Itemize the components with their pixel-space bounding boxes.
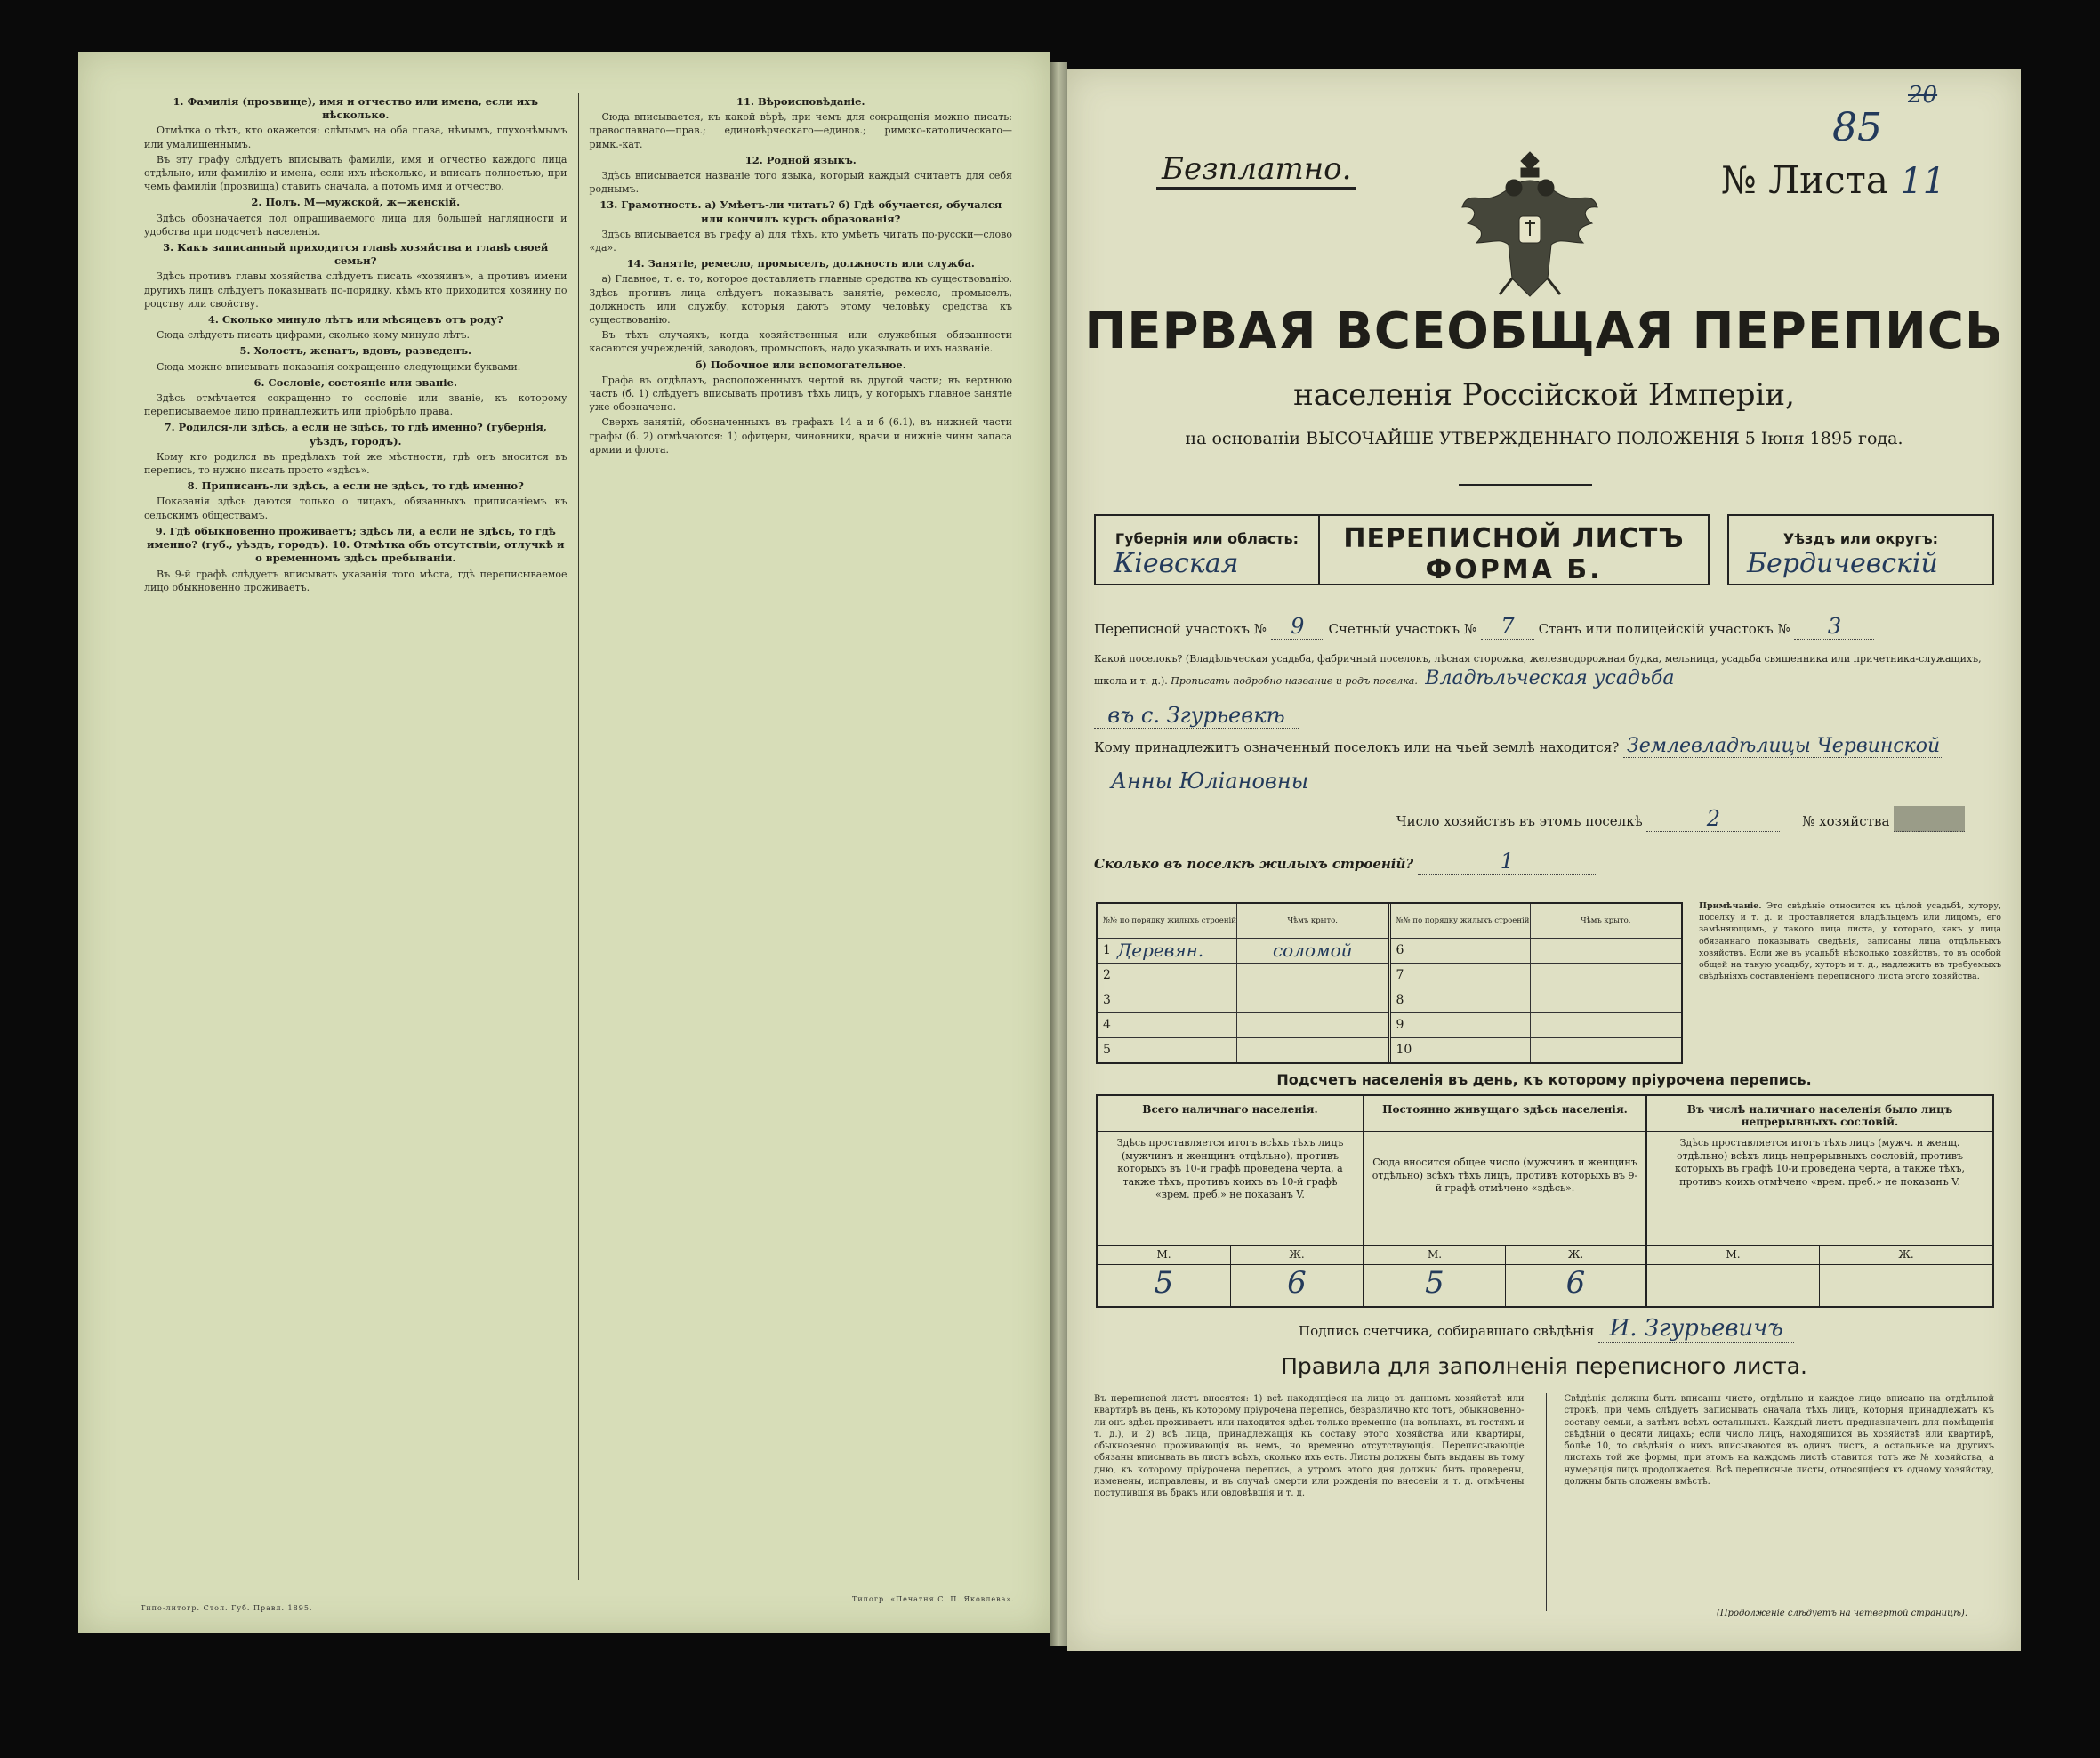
household-number-value	[1894, 806, 1965, 832]
population-count-title: Подсчетъ населенія въ день, къ которому пріурочена перепись.	[1276, 1071, 1812, 1088]
legal-basis: на основаніи ВЫСОЧАЙШЕ УТВЕРЖДЕННАГО ПОЛОЖЕНІЯ 5 Іюня 1895 года.	[1185, 429, 1903, 448]
buildings-table-left	[1098, 904, 1388, 1062]
pop-sub-male: М.	[1647, 1246, 1820, 1265]
section-text: Сюда слѣдуетъ писать цифрами, сколько кому минуло лѣтъ.	[157, 329, 471, 342]
instructions-column-2	[578, 93, 1024, 1580]
instructions-column-1	[133, 93, 578, 1580]
form-title-box	[1318, 514, 1710, 585]
section-heading: 6. Сословіе, состояніе или званіе.	[253, 375, 457, 389]
rules-column-1: Въ переписной листъ вносятся: 1) всѣ находящіеся на лицо въ данномъ хозяйствѣ или квартирѣ въ день, къ которому пріурочена перепись, безразлично кто тотъ, обыкновенно-ли онъ здѣсь проживаетъ или находится здѣсь только временно (на вольнахъ, въ гостяхъ и т. д.), и 2) всѣ лица, принадлежащія къ составу этого хозяйства или квартиры, обыкновенно проживающія въ немъ, но временно отсутствующія. Переписывающіе обязаны вписывать въ листъ всѣхъ, сколько ихъ есть. Листы должны быть выданы въ тому дню, къ которому пріурочена перепись, а утромъ этого дня должны быть проверены, изменены, исправлены, и въ случаѣ смерти или рожденія по внесеніи и т. д. отмѣчены поступившія въ бракъ или овдовѣвшія и т. д.	[1094, 1394, 1525, 1499]
district-line: Переписной участокъ № 9 Счетный участокъ № 7 Станъ или полицейскій участокъ № 3	[1094, 614, 1994, 640]
buildings-table-header: №№ по порядку жилыхъ строеній Чѣмъ крыто.	[1098, 904, 1388, 939]
building-row: 4	[1098, 1013, 1388, 1038]
buildings-table-header: №№ по порядку жилыхъ строеній Чѣмъ крыто.	[1391, 904, 1682, 939]
signature-value: И. Згурьевичъ	[1598, 1315, 1794, 1343]
building-row: 7	[1391, 964, 1682, 988]
buildings-value: 1	[1418, 849, 1596, 875]
buildings-table	[1096, 902, 1683, 1064]
stan-value: 3	[1794, 614, 1874, 640]
book-spine	[1050, 62, 1067, 1646]
building-roof	[1237, 964, 1388, 988]
rules-columns	[1094, 1393, 1994, 1611]
sheet-number-value: 11	[1900, 161, 1946, 202]
pop-estates-female-value	[1820, 1265, 1992, 1306]
pop-head-permanent: Постоянно живущаго здѣсь населенія.	[1364, 1096, 1647, 1132]
count-district-value: 7	[1481, 614, 1534, 640]
imperial-eagle-icon	[1459, 145, 1601, 305]
building-row: 9	[1391, 1013, 1682, 1038]
section-heading: 11. Вѣроисповѣданіе.	[736, 95, 865, 108]
building-row: 10	[1391, 1038, 1682, 1062]
gubernia-value: Кіевская	[1114, 548, 1239, 579]
pop-permanent-female-value: 6	[1506, 1265, 1647, 1306]
old-page-number: 20	[1908, 82, 1938, 109]
pop-desc-total: Здѣсь проставляется итогъ всѣхъ тѣхъ лицъ (мужчинъ и женщинъ отдѣльно), противъ которыхъ въ 10-й графѣ проведена черта, а также тѣхъ, противъ коихъ въ 10-й графѣ «врем. преб.» не показанъ V.	[1098, 1132, 1364, 1246]
settlement-value-2: въ с. Згурьевкѣ	[1094, 703, 1299, 729]
section-text: Отмѣтка о тѣхъ, кто окажется: слѣпымъ на оба глаза, нѣмымъ, глухонѣмымъ или умалишеннымъ.	[144, 125, 567, 150]
pop-head-estates: Въ числѣ наличнаго населенія было лицъ непрерывныхъ сословій.	[1647, 1096, 1992, 1132]
settlement-line: Какой поселокъ? (Владѣльческая усадьба, фабричный поселокъ, лѣсная сторожка, железнодорожная будка, мельница, усадьба священника или причетника-служащихъ, школа и т. д.). Прописать подробно название и родъ поселка. Владѣльческая усадьба	[1094, 653, 1982, 689]
section-text: а) Главное, т. е. то, которое доставляетъ главные средства къ существованію. Здѣсь противъ лица слѣдуетъ показывать занятіе, ремесло, промыселъ, должность или службу, которыя даютъ этому человѣку средства къ существованію.	[589, 273, 1012, 327]
building-roof	[1531, 1013, 1682, 1037]
printer-imprint: Типо-литогр. Стол. Губ. Правл. 1895.	[141, 1604, 313, 1612]
building-roof	[1531, 964, 1682, 988]
settlement-line-2	[1094, 703, 1994, 729]
owner-line-2	[1094, 769, 1994, 794]
buildings-line: Сколько въ поселкѣ жилыхъ строеній? 1	[1094, 849, 1994, 875]
section-text: Графа въ отдѣлахъ, расположенныхъ чертой въ другой части; въ верхнюю часть (б. 1) слѣдуетъ вписывать противъ тѣхъ лицъ, у которыхъ главное занятіе уже обозначено.	[589, 374, 1012, 414]
building-row: 2	[1098, 964, 1388, 988]
uezd-box: Уѣздъ или округъ: Бердичевскій	[1727, 514, 1994, 585]
instructions-page	[78, 52, 1050, 1633]
pop-sub-female: Ж.	[1231, 1246, 1364, 1265]
section-heading: 4. Сколько минуло лѣтъ или мѣсяцевъ отъ роду?	[207, 313, 503, 327]
section-heading: 3. Какъ записанный приходится главѣ хозяйства и главѣ своей семьи?	[163, 241, 549, 268]
building-row: 3	[1098, 988, 1388, 1013]
building-roof	[1531, 1038, 1682, 1062]
divider	[1459, 484, 1592, 486]
pop-permanent-male-value: 5	[1364, 1265, 1506, 1306]
census-subtitle: населенія Россійской Имперіи,	[1293, 377, 1795, 413]
section-text: Здѣсь отмѣчается сокращенно то сословіе или званіе, къ которому переписываемое лицо принадлежитъ или пріобрѣло права.	[144, 392, 567, 418]
pop-sub-male: М.	[1098, 1246, 1231, 1265]
section-heading: 9. Гдѣ обыкновенно проживаетъ; здѣсь ли, а если не здѣсь, то гдѣ именно? (губ., уѣздъ, городъ). 10. Отмѣтка объ отсутствіи, отлучкѣ и о временномъ здѣсь пребываніи.	[147, 524, 565, 565]
section-text: Показанія здѣсь даются только о лицахъ, обязанныхъ приписаніемъ къ сельскимъ обществамъ.	[144, 496, 567, 521]
buildings-note: Примѣчаніе. Это свѣдѣніе относится къ цѣлой усадьбѣ, хутору, поселку и т. д. и проставляется владѣльцемъ или лицомъ, его замѣняющимъ, у такого лица листа, у котораго, какъ у лица обязаннаго показывать сведѣнія, записаны лица отдѣльныхъ хозяйствъ. Если же въ усадьбѣ нѣсколько хозяйствъ, то въ особой общей на такую усадьбу, хуторъ и т. д., надлежитъ въ требуемыхъ свѣдѣніяхъ составленіемъ переписного листа этого хозяйства.	[1699, 901, 2001, 982]
population-count-table	[1096, 1094, 1994, 1308]
building-roof	[1237, 988, 1388, 1012]
section-heading: 8. Приписанъ-ли здѣсь, а если не здѣсь, то гдѣ именно?	[187, 480, 524, 493]
pop-estates-male-value	[1647, 1265, 1820, 1306]
uezd-value: Бердичевскій	[1747, 548, 1938, 579]
pop-total-male-value: 5	[1098, 1265, 1231, 1306]
section-heading: 7. Родился-ли здѣсь, а если не здѣсь, то гдѣ именно? (губернія, уѣздъ, городъ).	[164, 421, 547, 448]
instructions-columns	[133, 93, 1023, 1580]
section-heading: 5. Холостъ, женатъ, вдовъ, разведенъ.	[239, 344, 472, 358]
form-type: ФОРМА Б.	[1425, 554, 1603, 585]
section-text: Кому кто родился въ предѣлахъ той же мѣстности, гдѣ онъ вносится въ перепись, то нужно писать просто «здѣсь».	[144, 450, 567, 477]
owner-value-2: Анны Юліановны	[1094, 769, 1325, 794]
settlement-value: Владѣльческая усадьба	[1420, 669, 1678, 689]
pop-total-female-value: 6	[1231, 1265, 1364, 1306]
building-roof	[1237, 1013, 1388, 1037]
section-text: Здѣсь вписывается названіе того языка, который каждый считаетъ для себя роднымъ.	[589, 170, 1012, 196]
building-roof	[1531, 939, 1682, 963]
census-form-page	[1067, 69, 2021, 1651]
census-district-value: 9	[1271, 614, 1324, 640]
section-heading: 2. Полъ. М—мужской, ж—женскій.	[251, 196, 461, 209]
sheet-number-label: № Листа 11	[1721, 158, 1946, 202]
pop-desc-estates: Здѣсь проставляется итогъ тѣхъ лицъ (мужч. и женщ. отдѣльно) всѣхъ лицъ непрерывныхъ сословій, противъ которыхъ въ графѣ 10-й проведена черта, а также тѣхъ, противъ коихъ отмѣчено «врем. преб.» не показанъ V.	[1647, 1132, 1992, 1246]
households-value: 2	[1646, 806, 1780, 832]
building-row: 6	[1391, 939, 1682, 964]
gubernia-box: Губернія или область: Кіевская	[1094, 514, 1318, 585]
section-text: Въ тѣхъ случаяхъ, когда хозяйственныя или служебныя обязанности касаются учрежденій, заводовъ, промысловъ, надо указывать и ихъ названіе.	[589, 329, 1012, 355]
section-text: Сверхъ занятій, обозначенныхъ въ графахъ 14 а и б (6.1), въ нижней части графы (б. 2) отмѣчаются: 1) офицеры, чиновники, врачи и нижніе чины запаса армии и флота.	[589, 416, 1012, 456]
section-heading: 14. Занятіе, ремесло, промыселъ, должность или служба.	[626, 257, 975, 270]
building-material: Деревян.	[1117, 939, 1204, 962]
printer-imprint-right: Типогр. «Печатня С. П. Яковлева».	[852, 1595, 1015, 1603]
section-text: Въ эту графу слѣдуетъ вписывать фамиліи, имя и отчество каждого лица отдѣльно, или фамилію и имена, если ихъ нѣсколько, и вписать полностью, при чемъ фамиліи (прозвища) ставить сначала, а потомъ имя и отчество.	[144, 153, 567, 193]
buildings-table-right	[1388, 904, 1682, 1062]
rules-title: Правила для заполненія переписного листа.	[1281, 1353, 1807, 1379]
section-heading: 1. Фамилія (прозвище), имя и отчество или имена, если ихъ нѣсколько.	[173, 95, 538, 122]
building-row: 8	[1391, 988, 1682, 1013]
pop-sub-female: Ж.	[1506, 1246, 1647, 1265]
households-line: Число хозяйствъ въ этомъ поселкѣ 2 № хозяйства	[1396, 806, 1994, 832]
section-text: Здѣсь противъ главы хозяйства слѣдуетъ писать «хозяинъ», а противъ имени другихъ лицъ слѣдуетъ показывать по-порядку, кѣмъ кто приходится хозяину по родству или свойству.	[144, 270, 567, 310]
form-title: ПЕРЕПИСНОЙ ЛИСТЪ	[1343, 523, 1685, 554]
enumerator-signature: Подпись счетчика, собиравшаго свѣдѣнія И. Згурьевичъ	[1299, 1315, 1794, 1343]
building-row: 1 Деревян. соломой	[1098, 939, 1388, 964]
section-heading: б) Побочное или вспомогательное.	[695, 358, 906, 371]
rules-column-2: Свѣдѣнія должны быть вписаны чисто, отдѣльно и каждое лицо вписано на отдѣльной строкѣ, при чемъ слѣдуетъ записывать сначала тѣхъ лицъ, которыя принадлежатъ къ составу семьи, а затѣмъ всѣхъ остальныхъ. Каждый листъ предназначенъ для помѣщенія свѣдѣній о десяти лицахъ; если число лицъ, находящихся въ хозяйствѣ или квартирѣ, болѣе 10, то свѣдѣнія о нихъ вписываются въ одинъ листъ, а остальные на другихъ листахъ той же формы, при этомъ на каждомъ листѣ ставится тотъ же № хозяйства, а нумерація лицъ продолжается. Всѣ переписные листы, относящіеся къ одному хозяйству, должны быть сложены вмѣстѣ.	[1546, 1393, 1995, 1611]
pop-desc-permanent: Сюда вносится общее число (мужчинъ и женщинъ отдѣльно) всѣхъ тѣхъ лицъ, противъ которыхъ въ 9-й графѣ отмѣчено «здѣсь».	[1364, 1132, 1647, 1246]
pop-sub-female: Ж.	[1820, 1246, 1992, 1265]
section-heading: 12. Родной языкъ.	[744, 153, 857, 166]
section-text: Здѣсь вписывается въ графу а) для тѣхъ, кто умѣетъ читать по-русски—слово «да».	[589, 228, 1012, 254]
census-title: ПЕРВАЯ ВСЕОБЩАЯ ПЕРЕПИСЬ	[1084, 302, 2004, 360]
owner-value: Землевладѣлицы Червинской	[1623, 735, 1943, 758]
free-label: Безплатно.	[1156, 151, 1356, 190]
owner-line: Кому принадлежитъ означенный поселокъ или на чьей землѣ находится? Землевладѣлицы Червинской	[1094, 735, 1994, 758]
building-roof	[1237, 1038, 1388, 1062]
section-text: Сюда можно вписывать показанія сокращенно следующими буквами.	[157, 360, 521, 373]
section-text: Сюда вписывается, къ какой вѣрѣ, при чемъ для сокращенія можно писать: православнаго—прав.; единовѣрческаго—единов.; римско-католическаго—римк.-кат.	[589, 111, 1012, 150]
pop-head-total: Всего наличнаго населенія.	[1098, 1096, 1364, 1132]
section-heading: 13. Грамотность. а) Умѣетъ-ли читать? б) Гдѣ обучается, обучался или кончилъ курсъ образованія?	[599, 198, 1002, 225]
building-row: 5	[1098, 1038, 1388, 1062]
building-roof	[1531, 988, 1682, 1012]
pop-sub-male: М.	[1364, 1246, 1506, 1265]
page-number: 85	[1832, 105, 1882, 150]
continued-note: (Продолженіе слѣдуетъ на четвертой страницѣ).	[1716, 1609, 1967, 1618]
section-text: Въ 9-й графѣ слѣдуетъ вписывать указанія того мѣста, гдѣ переписываемое лицо обыкновенно проживаетъ.	[144, 568, 567, 593]
section-text: Здѣсь обозначается пол опрашиваемого лица для большей наглядности и удобства при подсчетѣ населенія.	[144, 212, 567, 238]
building-roof: соломой	[1272, 939, 1353, 962]
